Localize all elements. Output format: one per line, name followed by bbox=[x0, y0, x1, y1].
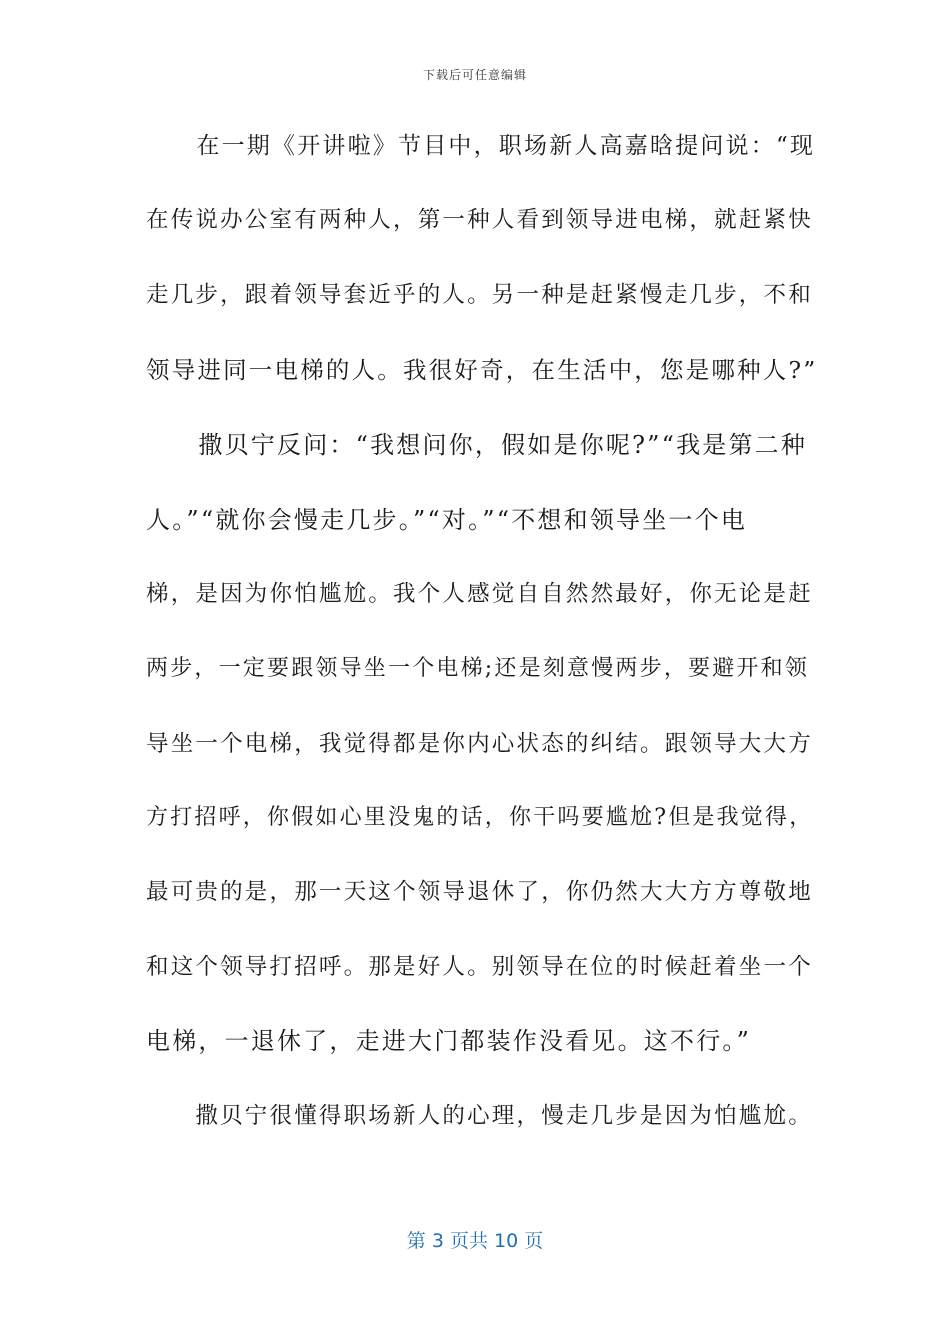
body-line: 撒贝宁很懂得职场新人的心理，慢走几步是因为怕尴尬。 bbox=[146, 1103, 813, 1129]
page-number-footer: 第 3 页共 10 页 bbox=[406, 1230, 544, 1252]
body-line: 在传说办公室有两种人，第一种人看到领导进电梯，就赶紧快 bbox=[146, 207, 813, 233]
body-line: 电梯，一退休了，走进大门都装作没看见。这不行。” bbox=[146, 1027, 752, 1055]
body-line: 和这个领导打招呼。那是好人。别领导在位的时候赶着坐一个 bbox=[146, 954, 813, 980]
body-line: 人。”“就你会慢走几步。”“对。”“不想和领导坐一个电 bbox=[146, 506, 748, 534]
body-line: 导坐一个电梯，我觉得都是你内心状态的纠结。跟领导大大方 bbox=[146, 731, 813, 757]
body-line: 梯，是因为你怕尴尬。我个人感觉自自然然最好，你无论是赶 bbox=[146, 581, 813, 607]
body-line: 领导进同一电梯的人。我很好奇，在生活中，您是哪种人?” bbox=[146, 356, 818, 384]
header-note: 下载后可任意编辑 bbox=[422, 68, 527, 82]
body-line: 方打招呼，你假如心里没鬼的话，你干吗要尴尬?但是我觉得， bbox=[146, 805, 814, 830]
body-line: 撒贝宁反问：“我想问你，假如是你呢?”“我是第二种 bbox=[146, 431, 808, 459]
body-line: 两步，一定要跟领导坐一个电梯;还是刻意慢两步，要避开和领 bbox=[146, 656, 810, 681]
body-line: 走几步，跟着领导套近乎的人。另一种是赶紧慢走几步，不和 bbox=[146, 282, 813, 308]
body-line: 最可贵的是，那一天这个领导退休了，你仍然大大方方尊敬地 bbox=[146, 879, 813, 905]
body-line: 在一期《开讲啦》节目中，职场新人高嘉晗提问说：“现 bbox=[146, 133, 816, 159]
